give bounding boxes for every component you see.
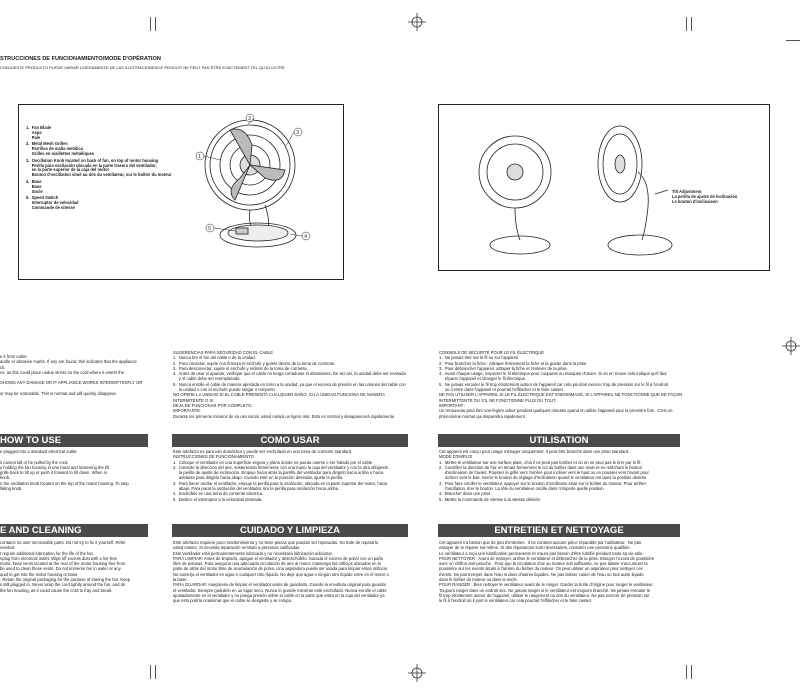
legend-item: 1. Fan Blade Aspa Pale (26, 125, 52, 140)
legend-item: 2. Metal Mesh Grilles Parrillas de malla metálica Grilles en maillettes métalliques (26, 141, 95, 156)
callout-5: 5 (208, 225, 212, 232)
fan-tilt-illustration (470, 112, 720, 262)
how-to-use-body: e plugged into a standard electrical outlet. it cannot fall or be pulled by the cord. y holding the fan housing in one hand and loosening the tilt grille back to tilt up or push it forward to tilt down. When in knob. n the oscillation knob located on the top of the motor housing. To stop llating knob. (0, 449, 129, 492)
como-usar-header: COMO USAR (172, 434, 408, 447)
registration-mark (408, 13, 426, 31)
cuidado-limpieza-body: Este artefacto requiere poco mantenimiento y no tiene piezas que puedan ser reparadas. No trate de repararlo usted mismo. Si necesita reparación remítalo a personas calificadas. Este ventilador está permanentemente lubricado y no necesitará lubricación adicional. PARA LIMPIAR: Antes de limpiarlo, apague el ventilador y desenchúfelo. Sacuda el exceso de polvo con un paño libre de pelusas. Para asegurar una adecuada circulación de aire al motor, mantenga los orificios ubicados en la parte de atrás del motor libre de acumulación de polvo. Una aspiradora puede ser usada para limpiar estos orificios. No sumerja el ventilador en agua o cualquier otro líquido. No deje que agua o ningún otro líquido entre en el motor o la base. PARA GUARDAR: Asegúrese de limpiar el ventilador antes de guardarlo. Guarde la envoltura original para guardar el ventilador. Siempre guárdelo en un lugar seco. Nunca lo guarde mientras esté enchufado. Nunca enrolle el cable ajustadamente en el ventilador y no ponga presión sobre el cable en la parte que entra en la caja del ventilador ya que esto podría ocasionar que el cable se desgaste y se rompa. (173, 540, 389, 604)
care-cleaning-body: contains no user serviceable parts. Do not try to fix it yourself. Refer needed. t require additional lubrication for the life of the fan. nplug from electrical outlet. Wipe off excess dust with a lint-free motor, keep vents located at the rear of the motor housing free from be used to clean these vents. Do not immerse fan in water or any quid to get into the motor housing or base. . Retain the original packaging for the purpose of storing the fan. Keep s still plugged in. Never wrap the cord tightly around the fan, and do the fan housing, as it could cause the cord to fray and break. (0, 540, 131, 593)
callout-1: 1 (198, 153, 202, 160)
legend-item: 3. Oscillation Knob located on back of fan, on top of motor housing Perilla para oscilación ubicada en la parte trasera del ventilador, en la parte superior de la caja del motor Bouton d'oscillation situé au dos du ventilateur, sur le boîtier du moteur (26, 157, 172, 178)
utilisation-body: Cet appareil est conçu pour usage ménager uniquement. Il peut être branché dans une prise standard. MODE D'EMPLOI 1. Mettre le ventilateur sur une surface plate, d'où il ne peut pas tomber et où on ne peut pas le tirer par le fil. 2. Contrôler la direction de l'air en tenant fermement le col du boîtier dans une main et en relâchant le bouton d'inclinaison de l'avant. Pousser la grille vers l'arrière pour incliner vers le haut ou en pousser vers l'avant pour incliner vers le bas. Serrer le bouton de réglage d'inclinaison quand le ventilateur est dans la position désirée. 3. Pour faire osciller le ventilateur, appuyer sur le bouton d'oscillation situé sur le boîtier du moteur. Pour arrêter l'oscillation, tirer le bouton. La tête du ventilateur oscille dans n'importe quelle position. 4. Brancher dans une prise. 5. Mettre la commande de vitesse à la vitesse désirée. (439, 449, 649, 502)
utilisation-header: UTILISATION (438, 434, 680, 447)
registration-mark (408, 664, 426, 682)
cable-safety-spanish: SUGERENCIAS PARA SEGURIDAD CON EL CABLE 1. Nunca tire el tire del cable o de la unidad. 2. Para conectar, sujete con firmeza el enchufe y guíelo dentro de la toma de corriente. 3. Para desconectar, sujete el enchufe y retírelo de la toma de corriente. 4. Antes de usar el aparato, verifique que el cable no tenga cortaduras ni abrasiones. De ser así, la unidad debe ser revisada y el cable debe ser reemplazado. 5. Nunca enrolle el cable de manera apretada en torno a la unidad, ya que el exceso de presión en las uniones del cable con la unidad o con el enchufe puede rasgar o romperlo. NO OPERE LA UNIDAD SI EL CABLE PRESENTA CUALQUIER DAÑO, SI LA UNIDAD FUNCIONA DE MANERA INTERMITENTE O SI DEJA DE FUNCIONAR POR COMPLETO. IMPORTANTE: Durante los primeros minutos de su uso inicial, usted notará un ligero olor. Esto es normal y desaparecerá rápidamente. (173, 350, 406, 419)
care-cleaning-header: E AND CLEANING (0, 524, 148, 537)
fan-parts-illustration (190, 110, 330, 260)
legend-item: 4. Base Base Socle (26, 178, 43, 194)
como-usar-body: Este artefacto es para uso doméstico y puede ser enchufado en una toma de corriente standard. INSTRUCCIONES DE FUNCIONAMIENTO 1. Coloque el ventilador en una superficie segura y plana donde no pueda caerse o ser halado por el cable. 2. Controle la dirección del aire, sosteniendo firmemente con una mano la caja del ventilador y con la otra aflojando la perilla de ajuste de inclinación. Empuje hacia atrás la parrilla del ventilador para dirigirlo hacia arriba o hacia adelante para dirigirlo hacia abajo. Cuando esté en la posición deseada, ajuste la perilla. 3. Para hacer oscilar el ventilador, empuje la perilla para la oscilación, ubicada en la parte superior del motor, hacia abajo. Para parar la oscilación del ventilador, tire la perilla para oscilación hacia arriba. 4. Enchúfelo en una toma de corriente eléctrica. 5. Deslice el interruptor a la velocidad deseada. (173, 449, 389, 502)
page-title: STRUCCIONES DE FUNCIONAMIENTO/MODE D'OPÉRATION (0, 56, 161, 62)
callout-4: 4 (304, 233, 308, 240)
cuidado-limpieza-header: CUIDADO Y LIMPIEZA (172, 524, 408, 537)
parts-legend (26, 126, 196, 211)
registration-mark (782, 337, 800, 355)
how-to-use-header: HOW TO USE (0, 434, 148, 447)
tilt-adjustment-note: Tilt Adjustment La perilla de ajuste de inclinación Le bouton d'inclinaison (672, 189, 738, 204)
callout-2: 2 (248, 115, 252, 122)
entretien-nettoyage-header: ENTRETIEN ET NETTOYAGE (438, 524, 680, 537)
entretien-nettoyage-body: Cet appareil n'a besoin que de peu d'entretien. Il ne contient aucune pièce réparable par l'utilisateur. Ne pas essayer de le réparer soi-même. Si des réparations sont nécessaires, consulter une personne qualifiée. Le ventilateur a reçu une lubrification permanente et n'aura pas besoin d'être lubrifié pendant toute sa vie utile. POUR NETTOYER : Avant de nettoyer, arrêter le ventilateur et débrancher de la prise. Essuyer l'excès de poussière avec un chiffon anti-peluche. Pour que la circulation d'air au moteur soit suffisante, ne pas laisser s'accumuler la poussière sur les évents situés à l'arrière du boîtier du moteur. On peut utiliser un aspirateur pour nettoyer ces évents. Ne pas tremper dans l'eau ni dans d'autres liquides. Ne pas laisser couler de l'eau ou tout autre liquide dans le boîtier du moteur ou dans le socle. POUR RANGER : Bien nettoyer le ventilateur avant de le ranger. Garder la boîte d'origine pour ranger le ventilateur. Toujours ranger dans un endroit sec. Ne jamais ranger si le ventilateur est toujours branché. Ne jamais enrouler le fil trop étroitement autour de l'appareil, utiliser le rangement ou dos du ventilateur. Ne pas exercer de pression sur le fil à l'endroit où il joint le ventilateur car cela pourrait l'effilocher et le faire casser. (439, 540, 655, 604)
left-safety-text: e it from outlet. andle or abrasive marks. If any are found, this indicates that the appliance ck. ce, as this could place undue stress on the cord where it enters the SHOWS ANY DAMAGE OR IF APPLIANCE WORKS INTERMITTENTLY OR or may be noticeable. This is normal and will quickly disappear. (0, 354, 143, 397)
legend-item: 5. Speed Switch Interruptor de velocidad Commande de vitesse (26, 195, 79, 210)
cable-safety-french: CONSEILS DE SÉCURITÉ POUR LE FIL ÉLECTRIQUE 1. Ne jamais tirer sur le fil ou sur l'appareil 2. Pour brancher la fiche : Attraper fermement la fiche et la guider dans la prise. 3. Pour débrancher l'appareil, attraper la fiche et l'enlever de la prise. 4. Avant chaque usage, inspecter le fil électrique pour coupures ou marques d'usure. Si on en trouve cela indique qu'il faut réparer l'appareil et changer le fil électrique. 5. Ne jamais enrouler le fil trop étroitement autour de l'appareil car cela pourrait exercer trop de pression sur le fil à l'endroit où il entre dans l'appareil et pourrait l'effilocher et le faire casser. NE PAS UTILISER L'APPAREIL SI LE FIL ÉLECTRIQUE EST ENDOMMAGÉ, SI L'APPAREIL NE FONCTIONNE QUE DE FAÇON INTERMITTENTE OU S'IL NE FONCTIONNE PLUS DU TOUT. IMPORTANT : Un renouveau peut être une légère odeur pendant quelques minutes quand on utilise l'appareil pour la première fois. C'est un phénomène normal qui disparaîtra rapidement. (439, 350, 683, 419)
callout-3: 3 (296, 129, 300, 136)
page-subtitle: CONJUESTE PRODUCTO PUEDE VARIAR LIGERAMENTE DE LAS ILUSTRACIONES/LE PRODUIT NE PEUT PAS ÊTRE EXACTEMENT TEL QU'ILLUSTRÉ (0, 65, 285, 70)
